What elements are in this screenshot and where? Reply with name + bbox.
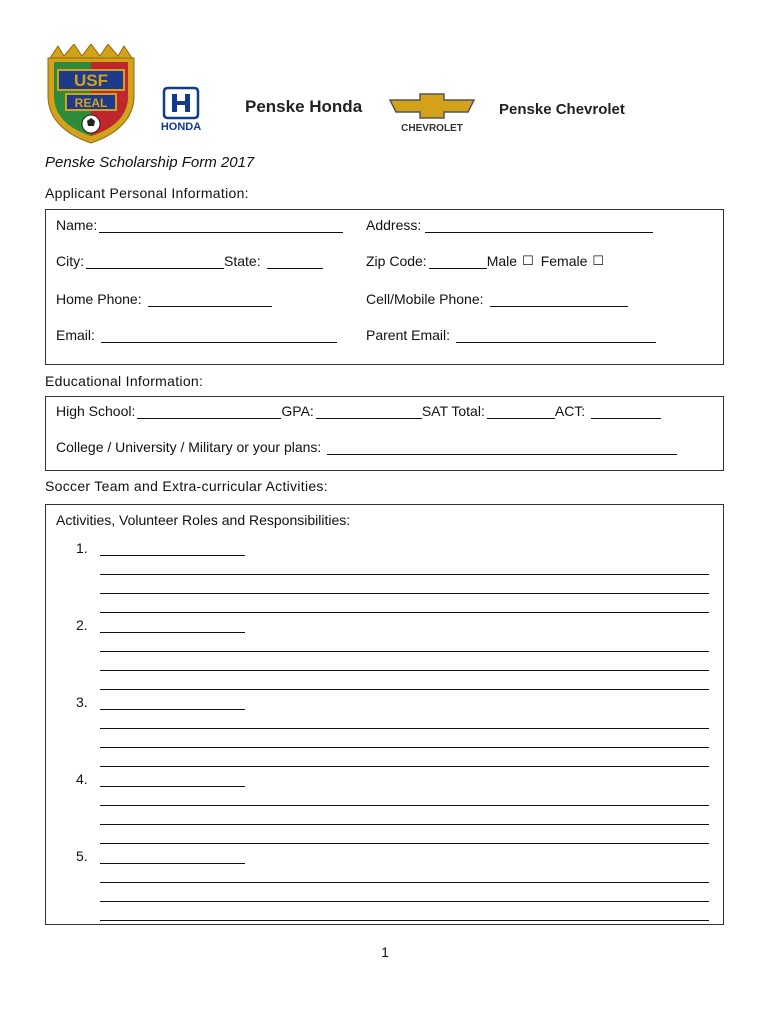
email-input-line[interactable] [101,328,337,343]
activity-description-line[interactable] [100,805,709,806]
chevrolet-logo-text: CHEVROLET [401,123,463,134]
act-input-line[interactable] [591,404,661,419]
usf-real-crest-logo [44,44,138,144]
gpa-label: GPA: [281,403,314,419]
activity-title-line[interactable] [100,555,245,556]
usf-logo-text: USF [74,71,108,90]
male-checkbox[interactable]: ☐ [522,253,534,268]
real-logo-text: REAL [74,96,108,110]
activity-title-line[interactable] [100,863,245,864]
activity-description-line[interactable] [100,747,709,748]
activity-description-line[interactable] [100,882,709,883]
personal-section-title: Applicant Personal Information: [45,185,249,201]
activities-section-title: Soccer Team and Extra-curricular Activities: [45,478,328,494]
activities-box [45,504,724,925]
activity-description-line[interactable] [100,689,709,690]
activity-number: 5. [76,848,88,864]
activity-number: 2. [76,617,88,633]
home-phone-input-line[interactable] [148,292,272,307]
name-field[interactable] [56,217,343,233]
activities-box-label: Activities, Volunteer Roles and Responsibilities: [56,512,351,528]
plans-input-line[interactable] [327,440,677,455]
sat-input-line[interactable] [487,404,555,419]
email-field[interactable] [56,327,337,343]
activity-description-line[interactable] [100,593,709,594]
page-number: 1 [381,944,389,960]
activity-number: 3. [76,694,88,710]
zip-label: Zip Code: [366,253,427,269]
form-title: Penske Scholarship Form 2017 [45,154,255,171]
activity-description-line[interactable] [100,612,709,613]
act-label: ACT: [554,403,586,419]
gpa-input-line[interactable] [316,404,422,419]
parent-email-input-line[interactable] [456,328,656,343]
home-phone-field[interactable] [56,291,272,307]
name-input-line[interactable] [99,218,343,233]
plans-label: College / University / Military or your plans: [56,439,322,455]
activity-description-line[interactable] [100,920,709,921]
name-label: Name: [56,217,98,233]
education-section-title: Educational Information: [45,373,204,389]
activity-description-line[interactable] [100,843,709,844]
city-label: City: [56,253,84,269]
high-school-label: High School: [56,403,136,419]
penske-honda-text: Penske Honda [245,97,363,116]
parent-email-label: Parent Email: [366,327,451,343]
activity-description-line[interactable] [100,670,709,671]
activity-description-line[interactable] [100,824,709,825]
activity-title-line[interactable] [100,632,245,633]
address-field[interactable] [366,217,653,233]
female-checkbox[interactable]: ☐ [592,253,605,268]
address-input-line[interactable] [425,218,653,233]
activity-description-line[interactable] [100,901,709,902]
home-phone-label: Home Phone: [56,291,142,307]
cell-phone-input-line[interactable] [490,292,628,307]
zip-gender-field[interactable] [366,253,604,269]
state-input-line[interactable] [267,254,323,269]
penske-chevrolet-text: Penske Chevrolet [499,101,625,118]
parent-email-field[interactable] [366,327,656,343]
state-label: State: [224,253,261,269]
activity-title-line[interactable] [100,786,245,787]
header-logos [0,0,770,150]
cell-phone-field[interactable] [366,291,628,307]
honda-logo [148,86,214,132]
city-field[interactable] [56,253,323,269]
activity-title-line[interactable] [100,709,245,710]
sat-label: SAT Total: [421,403,485,419]
activity-description-line[interactable] [100,766,709,767]
high-school-gpa-sat-act-field[interactable] [56,403,661,419]
high-school-input-line[interactable] [137,404,281,419]
city-input-line[interactable] [86,254,224,269]
email-label: Email: [56,327,95,343]
activity-description-line[interactable] [100,728,709,729]
activity-number: 4. [76,771,88,787]
male-label: Male [486,253,518,269]
honda-logo-text: HONDA [160,121,202,132]
female-label: Female [540,253,588,269]
chevrolet-bowtie-logo [386,90,478,134]
address-label: Address: [366,217,422,233]
activity-description-line[interactable] [100,574,709,575]
plans-field[interactable] [56,439,677,455]
activity-number: 1. [76,540,88,556]
zip-input-line[interactable] [429,254,487,269]
activity-description-line[interactable] [100,651,709,652]
cell-phone-label: Cell/Mobile Phone: [366,291,484,307]
